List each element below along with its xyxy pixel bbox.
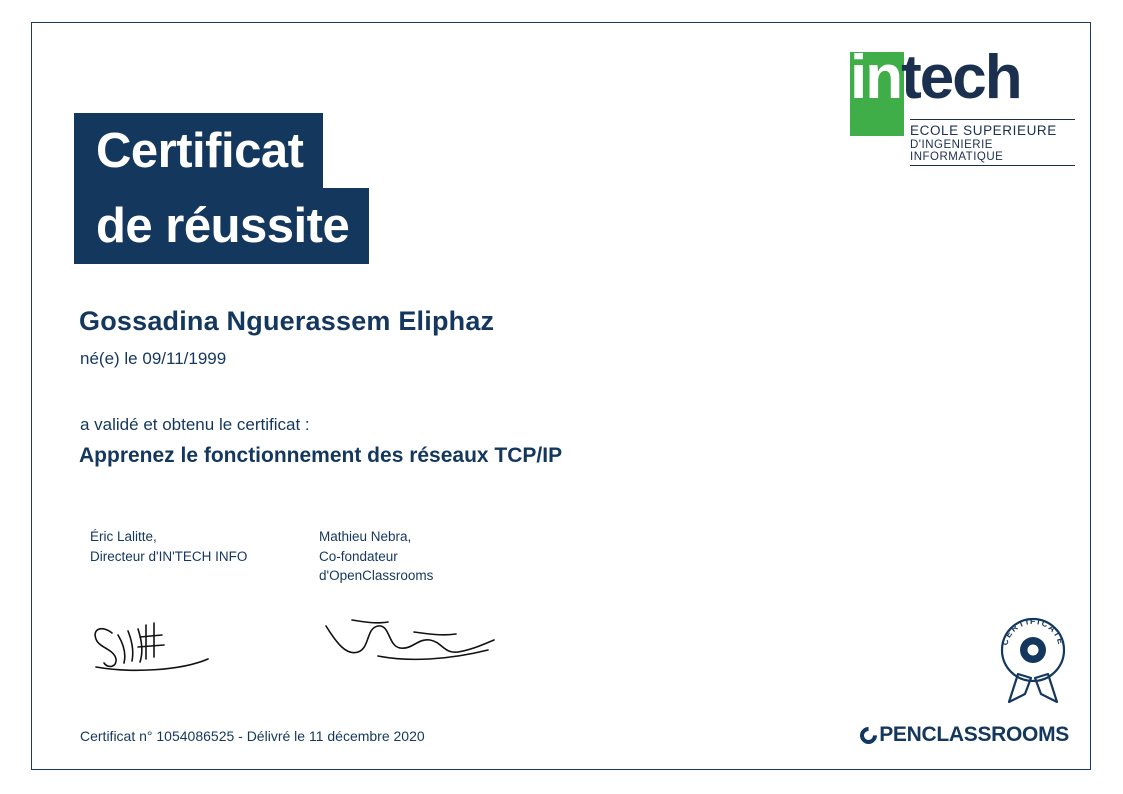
signature-mark-2 xyxy=(318,612,508,677)
openclassrooms-wordmark: PENCLASSROOMS xyxy=(879,723,1069,746)
signatory-2 xyxy=(319,527,433,586)
openclassrooms-logo xyxy=(860,723,1069,747)
page-title-line-1: Certificat xyxy=(74,113,323,189)
signatory-2-line-1: Mathieu Nebra, xyxy=(319,529,412,544)
intech-wordmark-in: in xyxy=(850,43,902,112)
recipient-name: Gossadina Nguerassem Eliphaz xyxy=(79,306,495,336)
intech-subtitle-1: ECOLE SUPERIEURE xyxy=(910,119,1075,138)
intech-wordmark-tech: tech xyxy=(901,43,1021,112)
certificate-badge-icon xyxy=(985,612,1081,708)
page-title-line-2: de réussite xyxy=(74,188,369,264)
recipient-birthdate: né(e) le 09/11/1999 xyxy=(80,349,227,368)
signature-mark-1 xyxy=(80,615,230,680)
signatory-1 xyxy=(90,527,247,566)
signatory-2-line-3: d'OpenClassrooms xyxy=(319,568,434,584)
signatory-2-line-2: Co-fondateur xyxy=(319,548,398,564)
certificate-title-block xyxy=(74,113,444,264)
signatory-1-line-1: Éric Lalitte, xyxy=(90,529,157,544)
validation-statement: a validé et obtenu le certificat : xyxy=(80,415,310,434)
intech-wordmark xyxy=(850,44,1075,112)
course-title: Apprenez le fonctionnement des réseaux TCP/IP xyxy=(79,444,563,467)
svg-text:CERTIFICATE: CERTIFICATE xyxy=(999,615,1067,647)
certificate-id-footer: Certificat n° 1054086525 - Délivré le 11 décembre 2020 xyxy=(80,728,425,744)
intech-subtitle-2: D'INGENIERIE INFORMATIQUE xyxy=(910,139,1075,166)
openclassrooms-c-icon xyxy=(857,723,881,747)
intech-logo xyxy=(850,43,1075,163)
signatory-1-line-2: Directeur d'IN'TECH INFO xyxy=(90,548,248,564)
